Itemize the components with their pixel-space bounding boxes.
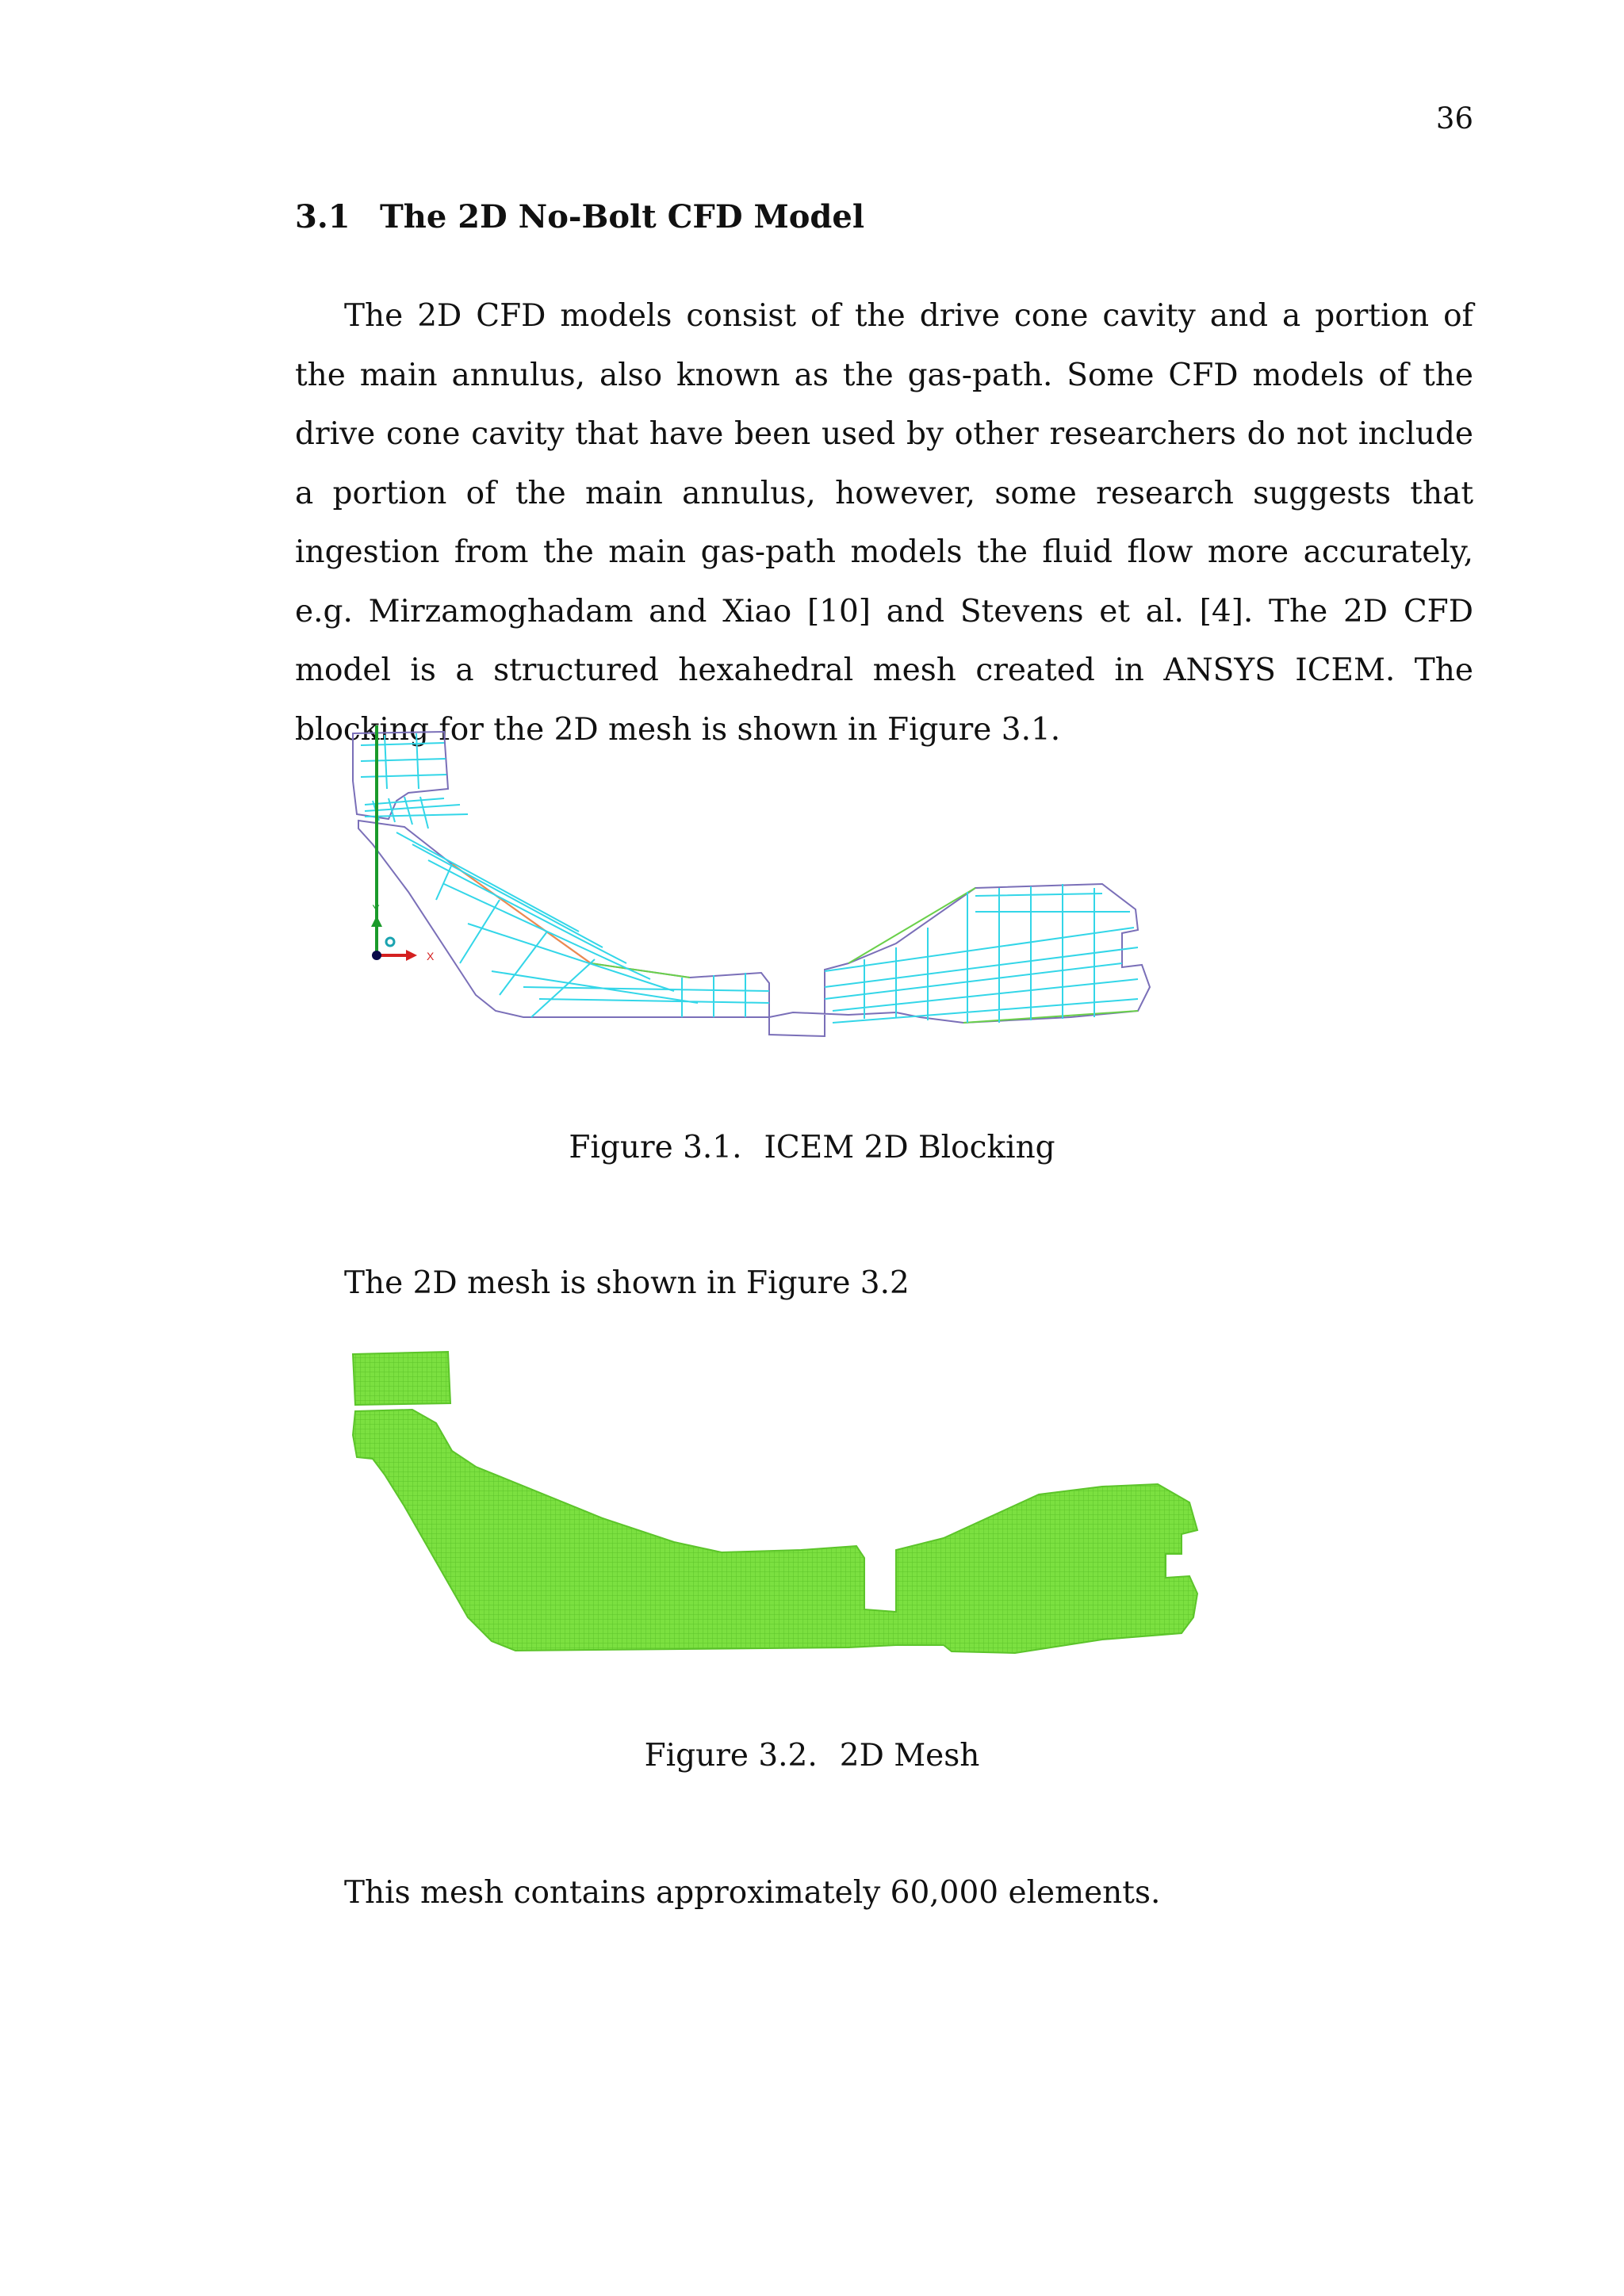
axis-x-label: X [427,950,435,962]
figure-mesh [341,1348,1435,1697]
intro-paragraph: The 2D CFD models consist of the drive cone cavity and a portion of the main annulus, also known as the gas-path. Some CFD models of the drive cone cavity that have been used by other researchers do not include a portion of the main annulus, however, some research suggests that ingestion from the main gas-path models the fluid flow more accurately, e.g. Mirzamoghadam and Xiao [10] and Stevens et al. [4]. The 2D CFD model is a structured hexahedral mesh created in ANSYS ICEM. The blocking for the 2D mesh is shown in Figure 3.1. [295,298,1473,748]
axis-y-label: Y [372,902,380,915]
section-heading [295,198,864,235]
page-number: 36 [1435,101,1473,136]
mesh-intro-paragraph: The 2D mesh is shown in Figure 3.2 [344,1265,910,1301]
figure-3-1-title: ICEM 2D Blocking [764,1130,1055,1165]
axis-y-arrow-icon [371,916,382,927]
blocking-edge-orange [452,864,591,963]
figure-3-1-label: Figure 3.1. [569,1130,742,1165]
blocking-grid [361,733,1138,1023]
figure-3-2-caption [0,1738,1624,1774]
axis-rotation-icon [386,938,394,946]
figure-3-1-caption [0,1130,1624,1165]
mesh-top-block [353,1352,450,1405]
section-title: The 2D No-Bolt CFD Model [380,198,865,235]
section-number: 3.1 [295,198,350,235]
figure-3-2-title: 2D Mesh [839,1738,980,1774]
elements-paragraph: This mesh contains approximately 60,000 elements. [344,1875,1161,1911]
figure-3-2-label: Figure 3.2. [644,1738,818,1774]
axis-x-arrow-icon [406,950,417,961]
figure-blocking [341,725,1435,1090]
axis-origin-icon [372,951,381,960]
mesh-body [353,1410,1197,1653]
